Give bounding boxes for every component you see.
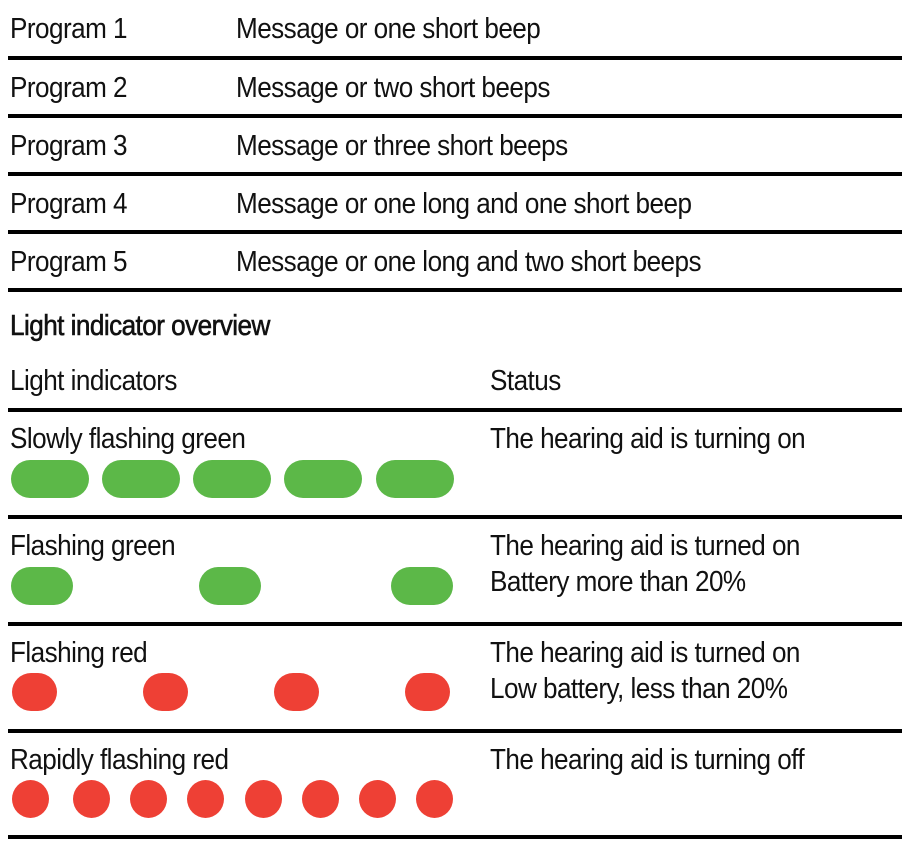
green-light-icon (11, 460, 89, 498)
program-description: Message or two short beeps (236, 72, 550, 104)
program-label: Program 1 (10, 13, 127, 45)
program-description: Message or one long and one short beep (236, 188, 692, 220)
indicator-label: Flashing green (10, 530, 176, 562)
status-text: The hearing aid is turned on (490, 637, 800, 669)
green-light-icon (391, 567, 453, 605)
green-light-icon (11, 567, 73, 605)
indicator-pattern-green (0, 567, 470, 607)
indicator-label: Slowly flashing green (10, 423, 246, 455)
row-divider (8, 172, 902, 176)
column-header-status: Status (490, 365, 561, 397)
indicator-label: Flashing red (10, 637, 148, 669)
row-divider (8, 729, 902, 733)
row-divider (8, 56, 902, 60)
row-divider (8, 622, 902, 626)
row-divider (8, 288, 902, 292)
green-light-icon (193, 460, 271, 498)
red-light-icon (274, 673, 319, 711)
green-light-icon (102, 460, 180, 498)
red-light-icon (12, 673, 57, 711)
red-light-icon (12, 780, 49, 818)
program-label: Program 2 (10, 72, 127, 104)
status-text-detail: Low battery, less than 20% (490, 673, 788, 705)
row-divider (8, 835, 902, 839)
red-light-icon (245, 780, 282, 818)
program-label: Program 4 (10, 188, 127, 220)
header-divider (8, 408, 902, 412)
program-description: Message or one short beep (236, 13, 541, 45)
status-text: The hearing aid is turned on (490, 530, 800, 562)
green-light-icon (199, 567, 261, 605)
red-light-icon (405, 673, 450, 711)
indicator-label: Rapidly flashing red (10, 744, 229, 776)
program-description: Message or one long and two short beeps (236, 246, 702, 278)
red-light-icon (130, 780, 167, 818)
red-light-icon (73, 780, 110, 818)
program-description: Message or three short beeps (236, 130, 568, 162)
green-light-icon (284, 460, 362, 498)
red-light-icon (302, 780, 339, 818)
status-text-detail: Battery more than 20% (490, 566, 746, 598)
program-label: Program 5 (10, 246, 127, 278)
indicator-pattern-green-slow (0, 460, 470, 500)
row-divider (8, 515, 902, 519)
indicator-pattern-red (0, 673, 470, 713)
program-label: Program 3 (10, 130, 127, 162)
status-text: The hearing aid is turning on (490, 423, 806, 455)
column-header-indicators: Light indicators (10, 365, 177, 397)
red-light-icon (187, 780, 224, 818)
red-light-icon (143, 673, 188, 711)
green-light-icon (376, 460, 454, 498)
indicator-pattern-red-rapid (0, 780, 470, 820)
red-light-icon (416, 780, 453, 818)
row-divider (8, 114, 902, 118)
section-title: Light indicator overview (10, 310, 270, 342)
row-divider (8, 230, 902, 234)
status-text: The hearing aid is turning off (490, 744, 805, 776)
red-light-icon (359, 780, 396, 818)
